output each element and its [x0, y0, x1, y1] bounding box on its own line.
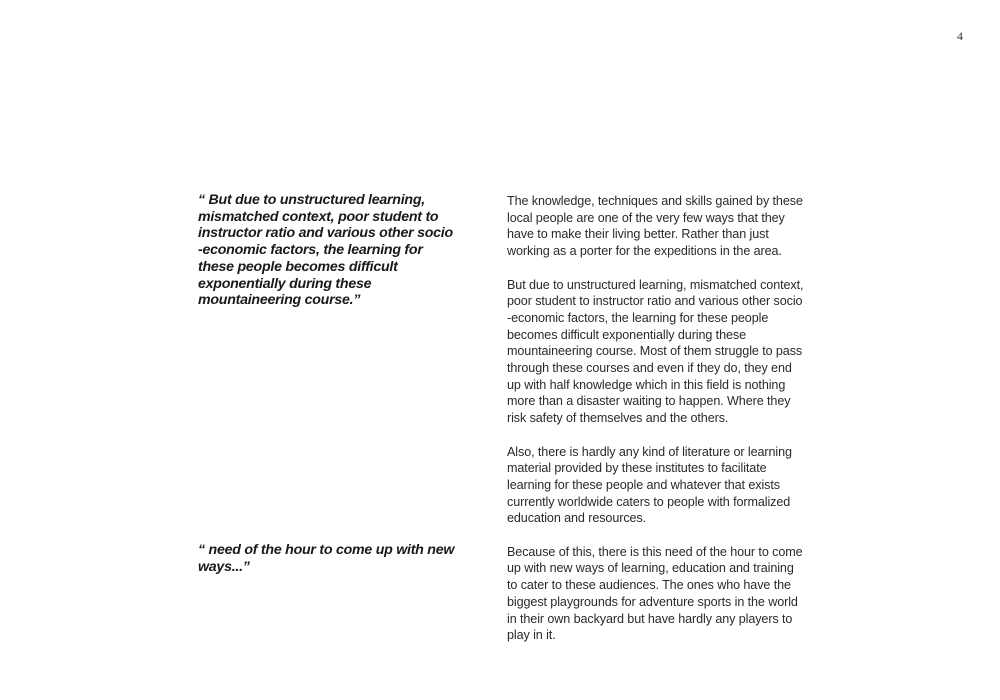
- pull-quote-1: “ But due to unstructured learning, mismatched context, poor student to instructor ratio and various other socio -economic factors, the learning for these people becomes difficult exponentially during these mountaineering course.”: [198, 192, 453, 309]
- body-text-column: [507, 193, 807, 644]
- paragraph-2: But due to unstructured learning, mismatched context, poor student to instructor ratio and various other socio -economic factors, the learning for these people becomes difficult exponentially during these mountaineering course. Most of them struggle to pass through these courses and even if they do, they end up with half knowledge which in this field is nothing more than a disaster waiting to happen. Where they risk safety of themselves and the others.: [507, 277, 804, 426]
- paragraph-4: Because of this, there is this need of the hour to come up with new ways of learning, education and training to cater to these audiences. The ones who have the biggest playgrounds for adventure sports in the world in their own backyard but have hardly any players to play in it.: [507, 544, 803, 643]
- paragraph-1: The knowledge, techniques and skills gained by these local people are one of the very few ways that they have to make their living better. Rather than just working as a porter for the expeditions in the area.: [507, 194, 803, 259]
- pull-quote-2: “ need of the hour to come up with new ways...”: [198, 542, 455, 575]
- page-number: 4: [957, 29, 963, 43]
- paragraph-3: Also, there is hardly any kind of literature or learning material provided by these institutes to facilitate learning for these people and whatever that exists currently worldwide caters to people with formalized education and resources.: [507, 444, 792, 526]
